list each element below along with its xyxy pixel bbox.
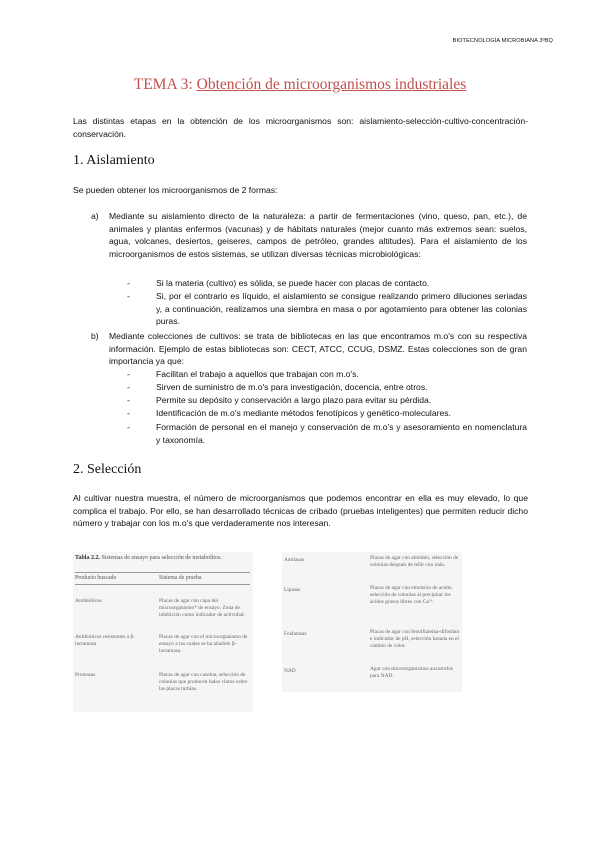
table-image-right bbox=[282, 552, 462, 692]
table-image-left bbox=[73, 552, 253, 712]
sub-item: Formación de personal en el manejo y conservación de m.o's y asesoramiento en nomenclatura y taxonomía. bbox=[156, 422, 527, 445]
sub-item: Si, por el contrario es líquido, el aislamiento se consigue realizando primero diluciones seriadas y, a continuación, realizamos una siembra en masa o por agotamiento para obtener las colonias puras. bbox=[156, 291, 527, 327]
table-cell-system: Placas de agar con el microorganismo de ensayo a las cuales se ha añadido β-lactamasa. bbox=[159, 634, 248, 654]
section-heading-seleccion: 2. Selección bbox=[73, 462, 142, 477]
table-caption-label: Tabla 2.2. bbox=[75, 555, 100, 561]
sub-item: Si la materia (cultivo) es sólida, se puede hacer con placas de contacto. bbox=[156, 278, 430, 288]
table-caption-text: Sistemas de ensayo para selección de metabolitos. bbox=[101, 555, 222, 561]
table-cell-system: Placas de agar con emulsión de aceite, selección de colonias al precipitar los ácidos grasos libres con Ca²⁺. bbox=[370, 585, 453, 605]
table-cell-product: Antibióticos bbox=[75, 598, 102, 604]
table-cell-product: Fosfatasas bbox=[284, 631, 307, 637]
table-cell-product: Lipasas bbox=[284, 587, 301, 593]
running-header: BIOTECNOLOGÍA MICROBIANA 3ºBQ bbox=[452, 38, 553, 44]
list-marker-b: b) bbox=[91, 331, 99, 341]
table-rule bbox=[75, 584, 250, 585]
sub-item: Sirven de suministro de m.o's para investigación, docencia, entre otros. bbox=[156, 382, 428, 392]
section1-lead: Se pueden obtener los microorganismos de 2 formas: bbox=[73, 185, 278, 195]
table-cell-system: Placas de agar con almidón, selección de colonias después de teñir con iodo. bbox=[370, 555, 459, 568]
table-cell-system: Agar con microorganismos auxotrofos para NAD. bbox=[370, 666, 453, 679]
dash-marker: - bbox=[127, 422, 130, 432]
table-cell-product: NAD bbox=[284, 668, 296, 674]
dash-marker: - bbox=[127, 278, 130, 288]
section-heading-aislamiento: 1. Aislamiento bbox=[73, 153, 155, 168]
table-cell-product: Antibióticos resistentes a β-lactamasa bbox=[75, 634, 136, 647]
section2-paragraph: Al cultivar nuestra muestra, el número de microorganismos que podemos encontrar en ella es muy elevado, lo que complica el trabajo. Por ello, se han desarrollado técnicas de cribado (pruebas inteligentes) que permiten reducir dicho número y trabajar con los m.o's que verdaderamente nos interesan. bbox=[73, 493, 528, 529]
table-caption bbox=[75, 555, 250, 563]
table-cell-system: Placas de agar con caseína, selección de colonias que producen halos claros sobre las placas turbias. bbox=[159, 672, 248, 692]
dash-marker: - bbox=[127, 395, 130, 405]
list-item-a: Mediante su aislamiento directo de la naturaleza: a partir de fermentaciones (vino, queso, pan, etc.), de animales y plantas enfermos (vacunas) y de hábitats naturales (mejor cuanto más extremos sean: suelos, agua, volcanes, desiertos, geiseres, campos de petróleo, grandes altitudes). Para el aislamiento de los microorganismos de estos sistemas, se utilizan diversas técnicas microbiológicas: bbox=[109, 211, 527, 259]
table-col-header: Sistema de prueba bbox=[159, 575, 202, 581]
dash-marker: - bbox=[127, 408, 130, 418]
intro-paragraph: Las distintas etapas en la obtención de los microorganismos son: aislamiento-selección-cultivo-concentración-conservación. bbox=[73, 116, 528, 139]
sub-item: Permite su depósito y conservación a largo plazo para evitar su pérdida. bbox=[156, 395, 432, 405]
page-title bbox=[0, 76, 600, 94]
table-cell-system: Placas de agar con capa del microorganismo* de ensayo. Zona de inhibición como indicador de actividad. bbox=[159, 598, 245, 618]
table-rule bbox=[75, 572, 250, 573]
sub-item: Identificación de m.o's mediante métodos fenotípicos y genético-moleculares. bbox=[156, 408, 451, 418]
list-marker-a: a) bbox=[91, 211, 99, 221]
title-prefix: TEMA 3: bbox=[133, 76, 193, 93]
table-cell-system: Placas de agar con fenolftaleína-difosfato e indicador de pH, selección basada en el cambio de color. bbox=[370, 629, 460, 649]
table-col-header: Producto buscado bbox=[75, 575, 117, 581]
list-item-b: Mediante colecciones de cultivos: se trata de bibliotecas en las que encontramos m.o's con su respectiva información. Ejemplo de estas bibliotecas son: CECT, ATCC, CCUG, DSMZ. Estas colecciones son de gran importancia ya que: bbox=[109, 331, 527, 367]
sub-item: Facilitan el trabajo a aquellos que trabajan con m.o's. bbox=[156, 369, 359, 379]
dash-marker: - bbox=[127, 369, 130, 379]
table-cell-product: Proteasas bbox=[75, 672, 96, 678]
dash-marker: - bbox=[127, 382, 130, 392]
title-main: Obtención de microorganismos industriales bbox=[196, 76, 467, 93]
table-cell-product: Amilasas bbox=[284, 557, 305, 563]
dash-marker: - bbox=[127, 291, 130, 301]
